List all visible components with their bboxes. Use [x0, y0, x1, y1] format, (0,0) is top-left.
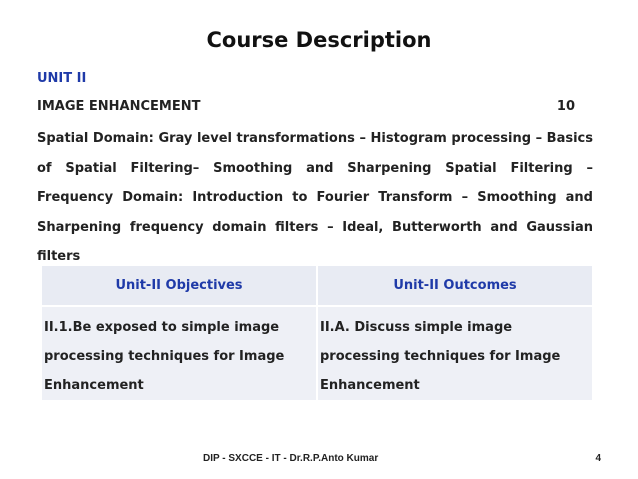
table-row — [41, 306, 593, 401]
unit-label: UNIT II — [37, 71, 87, 86]
footer-text: DIP - SXCCE - IT - Dr.R.P.Anto Kumar — [203, 453, 379, 464]
objective-cell: II.1.Be exposed to simple image processing techniques for Image Enhancement — [41, 306, 317, 401]
outcomes-header: Unit-II Outcomes — [317, 265, 593, 306]
page-number: 4 — [595, 453, 601, 464]
topic-row — [37, 99, 575, 114]
objectives-outcomes-table — [40, 264, 594, 402]
topic-name: IMAGE ENHANCEMENT — [37, 99, 201, 114]
outcome-cell: II.A. Discuss simple image processing techniques for Image Enhancement — [317, 306, 593, 401]
table-header-row — [41, 265, 593, 306]
syllabus-text: Spatial Domain: Gray level transformations – Histogram processing – Basics of Spatial Filtering– Smoothing and Sharpening Spatial Filtering – Frequency Domain: Introduction to Fourier Transform – Smoothing and Sharpening frequency domain filters – Ideal, Butterworth and Gaussian filters — [37, 131, 593, 264]
topic-hours: 10 — [556, 99, 575, 114]
objectives-header: Unit-II Objectives — [41, 265, 317, 306]
slide-title: Course Description — [206, 28, 432, 52]
